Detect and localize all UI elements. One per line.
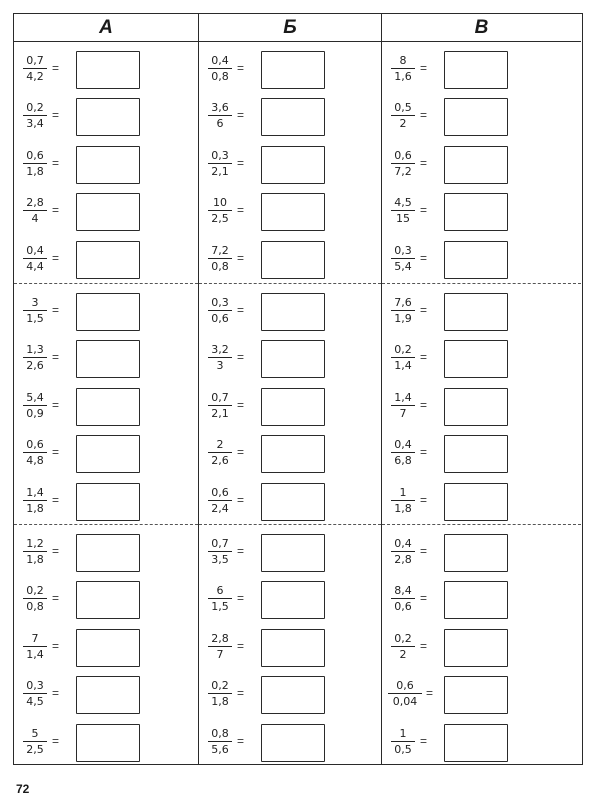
fraction-numerator: 0,4 (23, 244, 47, 259)
answer-box[interactable] (76, 534, 140, 572)
fraction-numerator: 1 (391, 486, 415, 501)
equals-sign: = (420, 733, 428, 748)
equals-sign: = (52, 445, 60, 460)
fraction-numerator: 1,2 (23, 537, 47, 552)
fraction-denominator: 1,8 (26, 501, 44, 515)
fraction-denominator: 7 (216, 647, 224, 661)
equals-sign: = (52, 492, 60, 507)
fraction (391, 727, 415, 756)
fraction (391, 486, 415, 515)
exercise-item (382, 93, 581, 140)
fraction (208, 196, 232, 225)
equals-sign: = (52, 350, 60, 365)
fraction-numerator: 1,4 (391, 391, 415, 406)
fraction (208, 486, 232, 515)
exercise-group (199, 524, 381, 765)
equals-sign: = (237, 638, 245, 653)
answer-box[interactable] (76, 629, 140, 667)
exercise-item (199, 141, 381, 188)
fraction-numerator: 8,4 (391, 584, 415, 599)
exercise-item (199, 383, 381, 430)
fraction (23, 101, 47, 130)
exercise-item (199, 335, 381, 382)
fraction-numerator: 0,7 (208, 391, 232, 406)
equals-sign: = (420, 544, 428, 558)
fraction (23, 54, 47, 83)
answer-box[interactable] (76, 483, 140, 521)
fraction-denominator: 4,2 (26, 70, 44, 83)
answer-box[interactable] (444, 435, 508, 473)
fraction-numerator: 5,4 (23, 391, 47, 406)
fraction (391, 101, 415, 130)
fraction-denominator: 0,9 (26, 406, 44, 420)
fraction-denominator: 2,1 (211, 406, 229, 420)
exercise-item (382, 288, 581, 335)
fraction-numerator: 4,5 (391, 196, 415, 211)
equals-sign: = (237, 108, 245, 123)
exercise-group (382, 283, 581, 524)
equals-sign: = (420, 492, 428, 507)
fraction (23, 196, 47, 225)
exercise-item (199, 288, 381, 335)
fraction-numerator: 2 (208, 438, 232, 453)
fraction (23, 438, 47, 467)
answer-box[interactable] (261, 435, 325, 473)
fraction-denominator: 2,5 (26, 742, 44, 756)
equals-sign: = (52, 638, 60, 653)
exercise-item (14, 236, 198, 283)
fraction-numerator: 0,3 (208, 149, 232, 164)
fraction-numerator: 7 (23, 632, 47, 647)
answer-box[interactable] (261, 293, 325, 331)
column-2 (198, 14, 381, 764)
exercise-item (14, 529, 198, 576)
exercise-item (199, 719, 381, 766)
fraction-numerator: 0,6 (391, 149, 415, 164)
fraction-denominator: 1,8 (26, 164, 44, 178)
fraction-numerator: 0,5 (391, 101, 415, 116)
equals-sign: = (420, 203, 428, 218)
exercise-item (14, 624, 198, 671)
equals-sign: = (52, 733, 60, 748)
fraction-numerator: 0,4 (391, 537, 415, 552)
fraction-numerator: 0,2 (208, 679, 232, 694)
equals-sign: = (237, 544, 245, 558)
exercise-item (14, 576, 198, 623)
exercise-item (199, 46, 381, 93)
fraction (391, 149, 415, 178)
fraction (208, 584, 232, 613)
fraction (208, 632, 232, 661)
answer-box[interactable] (444, 98, 508, 136)
answer-box[interactable] (444, 293, 508, 331)
exercise-item (14, 478, 198, 525)
fraction (23, 149, 47, 178)
fraction (23, 343, 47, 372)
exercise-item (382, 671, 581, 718)
fraction-numerator: 0,2 (23, 101, 47, 116)
fraction-denominator: 0,8 (26, 600, 44, 614)
answer-box[interactable] (444, 676, 508, 714)
fraction-denominator: 1,8 (394, 501, 412, 515)
fraction-denominator: 6,8 (394, 454, 412, 468)
equals-sign: = (52, 108, 60, 123)
equals-sign: = (420, 397, 428, 412)
fraction-denominator: 4 (31, 212, 39, 226)
fraction-denominator: 5,6 (211, 742, 229, 756)
fraction-numerator: 0,2 (391, 632, 415, 647)
answer-box[interactable] (444, 193, 508, 231)
equals-sign: = (52, 544, 60, 558)
exercise-item (14, 93, 198, 140)
fraction-numerator: 0,4 (208, 54, 232, 69)
fraction (391, 632, 415, 661)
exercise-item (382, 141, 581, 188)
fraction (391, 196, 415, 225)
exercise-item (14, 719, 198, 766)
answer-box[interactable] (444, 241, 508, 279)
fraction-denominator: 2,4 (211, 501, 229, 515)
answer-box[interactable] (76, 241, 140, 279)
fraction-numerator: 0,6 (23, 149, 47, 164)
equals-sign: = (420, 108, 428, 123)
equals-sign: = (420, 250, 428, 265)
fraction-denominator: 1,6 (394, 70, 412, 83)
fraction-numerator: 0,6 (388, 679, 422, 694)
fraction (208, 391, 232, 420)
exercise-item (14, 335, 198, 382)
answer-box[interactable] (261, 581, 325, 619)
fraction (208, 54, 232, 83)
fraction-numerator: 0,6 (208, 486, 232, 501)
answer-box[interactable] (444, 388, 508, 426)
fraction-denominator: 3,5 (211, 553, 229, 566)
answer-box[interactable] (444, 581, 508, 619)
column-1 (14, 14, 198, 764)
exercise-group (14, 42, 198, 283)
fraction-numerator: 7,2 (208, 244, 232, 259)
exercise-group (14, 283, 198, 524)
equals-sign: = (237, 733, 245, 748)
fraction (208, 438, 232, 467)
fraction (23, 391, 47, 420)
fraction (208, 296, 232, 325)
equals-sign: = (420, 350, 428, 365)
equals-sign: = (52, 397, 60, 412)
fraction (391, 343, 415, 372)
fraction-denominator: 4,8 (26, 454, 44, 468)
equals-sign: = (237, 350, 245, 365)
fraction-numerator: 10 (208, 196, 232, 211)
equals-sign: = (237, 250, 245, 265)
fraction-denominator: 0,8 (211, 70, 229, 83)
fraction-numerator: 0,6 (23, 438, 47, 453)
page-number: 72 (16, 782, 30, 796)
fraction-numerator: 0,7 (23, 54, 47, 69)
fraction-denominator: 1,4 (26, 647, 44, 661)
fraction (23, 537, 47, 566)
fraction-denominator: 1,8 (26, 553, 44, 566)
fraction-numerator: 3,2 (208, 343, 232, 358)
equals-sign: = (420, 61, 428, 75)
answer-box[interactable] (444, 51, 508, 89)
fraction-denominator: 1,9 (394, 312, 412, 325)
fraction (208, 679, 232, 708)
answer-box[interactable] (76, 98, 140, 136)
fraction-denominator: 2,6 (26, 359, 44, 373)
exercise-item (14, 383, 198, 430)
fraction (208, 727, 232, 756)
fraction-numerator: 1,4 (23, 486, 47, 501)
answer-box[interactable] (444, 534, 508, 572)
fraction (391, 584, 415, 613)
exercise-item (382, 529, 581, 576)
equals-sign: = (237, 591, 245, 606)
fraction-numerator: 0,3 (23, 679, 47, 694)
fraction-numerator: 2,8 (23, 196, 47, 211)
exercise-item (382, 236, 581, 283)
answer-box[interactable] (261, 676, 325, 714)
fraction-numerator: 0,8 (208, 727, 232, 742)
fraction-denominator: 1,5 (26, 312, 44, 325)
equals-sign: = (237, 303, 245, 317)
answer-box[interactable] (261, 51, 325, 89)
exercise-item (199, 478, 381, 525)
answer-box[interactable] (76, 581, 140, 619)
equals-sign: = (52, 591, 60, 606)
exercise-item (199, 93, 381, 140)
column-header: А (14, 14, 198, 42)
fraction-numerator: 5 (23, 727, 47, 742)
exercise-item (199, 671, 381, 718)
exercise-item (382, 478, 581, 525)
answer-box[interactable] (261, 483, 325, 521)
exercise-item (382, 624, 581, 671)
fraction-denominator: 2,6 (211, 454, 229, 468)
fraction (391, 438, 415, 467)
answer-box[interactable] (261, 98, 325, 136)
fraction-denominator: 4,4 (26, 259, 44, 273)
answer-box[interactable] (76, 724, 140, 762)
column-header: В (382, 14, 581, 42)
fraction-denominator: 6 (216, 117, 224, 131)
fraction-denominator: 2 (399, 117, 407, 131)
exercise-group (14, 524, 198, 765)
answer-box[interactable] (444, 724, 508, 762)
exercise-item (14, 430, 198, 477)
equals-sign: = (52, 686, 60, 701)
fraction (23, 632, 47, 661)
answer-box[interactable] (444, 146, 508, 184)
exercise-item (14, 141, 198, 188)
fraction-denominator: 2,8 (394, 553, 412, 566)
fraction-numerator: 2,8 (208, 632, 232, 647)
fraction-numerator: 0,7 (208, 537, 232, 552)
equals-sign: = (420, 638, 428, 653)
equals-sign: = (237, 61, 245, 75)
fraction-numerator: 6 (208, 584, 232, 599)
equals-sign: = (237, 203, 245, 218)
fraction (391, 296, 415, 325)
exercise-item (199, 624, 381, 671)
equals-sign: = (52, 61, 60, 75)
fraction-numerator: 0,4 (391, 438, 415, 453)
fraction-denominator: 2 (399, 647, 407, 661)
equals-sign: = (237, 445, 245, 460)
fraction-numerator: 1,3 (23, 343, 47, 358)
fraction (23, 584, 47, 613)
exercise-item (14, 288, 198, 335)
answer-box[interactable] (76, 193, 140, 231)
fraction (208, 537, 232, 566)
fraction-numerator: 0,3 (208, 296, 232, 311)
fraction-denominator: 0,5 (394, 742, 412, 756)
fraction (208, 101, 232, 130)
fraction-denominator: 1,8 (211, 695, 229, 709)
fraction-numerator: 0,2 (391, 343, 415, 358)
fraction-denominator: 0,6 (211, 312, 229, 325)
equals-sign: = (420, 303, 428, 317)
fraction (391, 244, 415, 273)
fraction (391, 391, 415, 420)
exercise-item (382, 188, 581, 235)
fraction-numerator: 3,6 (208, 101, 232, 116)
answer-box[interactable] (76, 676, 140, 714)
exercise-item (199, 430, 381, 477)
fraction (208, 343, 232, 372)
answer-box[interactable] (261, 388, 325, 426)
answer-box[interactable] (261, 193, 325, 231)
column-header: Б (199, 14, 381, 42)
equals-sign: = (237, 686, 245, 701)
equals-sign: = (426, 686, 434, 701)
answer-box[interactable] (444, 340, 508, 378)
answer-box[interactable] (261, 146, 325, 184)
fraction (391, 537, 415, 566)
answer-box[interactable] (76, 388, 140, 426)
fraction-numerator: 8 (391, 54, 415, 69)
exercise-group (382, 42, 581, 283)
equals-sign: = (237, 155, 245, 170)
exercise-item (199, 576, 381, 623)
answer-box[interactable] (261, 241, 325, 279)
exercise-item (14, 46, 198, 93)
fraction-denominator: 0,8 (211, 259, 229, 273)
exercise-item (382, 576, 581, 623)
exercise-group (382, 524, 581, 765)
exercise-item (382, 335, 581, 382)
equals-sign: = (52, 203, 60, 218)
fraction-denominator: 2,1 (211, 164, 229, 178)
equals-sign: = (52, 250, 60, 265)
fraction (23, 679, 47, 708)
answer-box[interactable] (76, 435, 140, 473)
fraction-denominator: 3 (216, 359, 224, 373)
fraction-denominator: 0,04 (392, 695, 418, 709)
fraction (23, 296, 47, 325)
fraction-denominator: 1,5 (211, 600, 229, 614)
answer-box[interactable] (261, 724, 325, 762)
fraction-numerator: 0,2 (23, 584, 47, 599)
answer-box[interactable] (76, 146, 140, 184)
exercise-item (382, 430, 581, 477)
equals-sign: = (52, 303, 60, 317)
answer-box[interactable] (444, 629, 508, 667)
fraction (23, 486, 47, 515)
fraction-denominator: 7 (399, 406, 407, 420)
exercise-item (382, 719, 581, 766)
exercise-group (199, 42, 381, 283)
fraction (208, 149, 232, 178)
equals-sign: = (420, 591, 428, 606)
answer-box[interactable] (76, 340, 140, 378)
exercise-group (199, 283, 381, 524)
fraction-numerator: 3 (23, 296, 47, 311)
fraction (23, 244, 47, 273)
exercise-item (382, 383, 581, 430)
answer-box[interactable] (76, 293, 140, 331)
answer-box[interactable] (261, 629, 325, 667)
exercise-item (199, 188, 381, 235)
fraction-numerator: 7,6 (391, 296, 415, 311)
equals-sign: = (237, 397, 245, 412)
equals-sign: = (420, 445, 428, 460)
fraction-denominator: 3,4 (26, 117, 44, 131)
equals-sign: = (420, 155, 428, 170)
fraction-numerator: 0,3 (391, 244, 415, 259)
fraction-denominator: 4,5 (26, 695, 44, 709)
answer-box[interactable] (261, 340, 325, 378)
fraction-denominator: 1,4 (394, 359, 412, 373)
exercise-table (13, 13, 583, 765)
answer-box[interactable] (261, 534, 325, 572)
exercise-item (14, 188, 198, 235)
fraction (388, 679, 422, 708)
fraction (391, 54, 415, 83)
fraction-denominator: 0,6 (394, 600, 412, 614)
answer-box[interactable] (444, 483, 508, 521)
fraction (208, 244, 232, 273)
exercise-item (14, 671, 198, 718)
answer-box[interactable] (76, 51, 140, 89)
exercise-item (199, 236, 381, 283)
fraction-denominator: 2,5 (211, 212, 229, 226)
exercise-item (382, 46, 581, 93)
fraction-denominator: 7,2 (394, 164, 412, 178)
exercise-item (199, 529, 381, 576)
column-3 (381, 14, 581, 764)
equals-sign: = (52, 155, 60, 170)
fraction-denominator: 15 (396, 212, 410, 226)
equals-sign: = (237, 492, 245, 507)
fraction (23, 727, 47, 756)
fraction-denominator: 5,4 (394, 259, 412, 273)
fraction-numerator: 1 (391, 727, 415, 742)
